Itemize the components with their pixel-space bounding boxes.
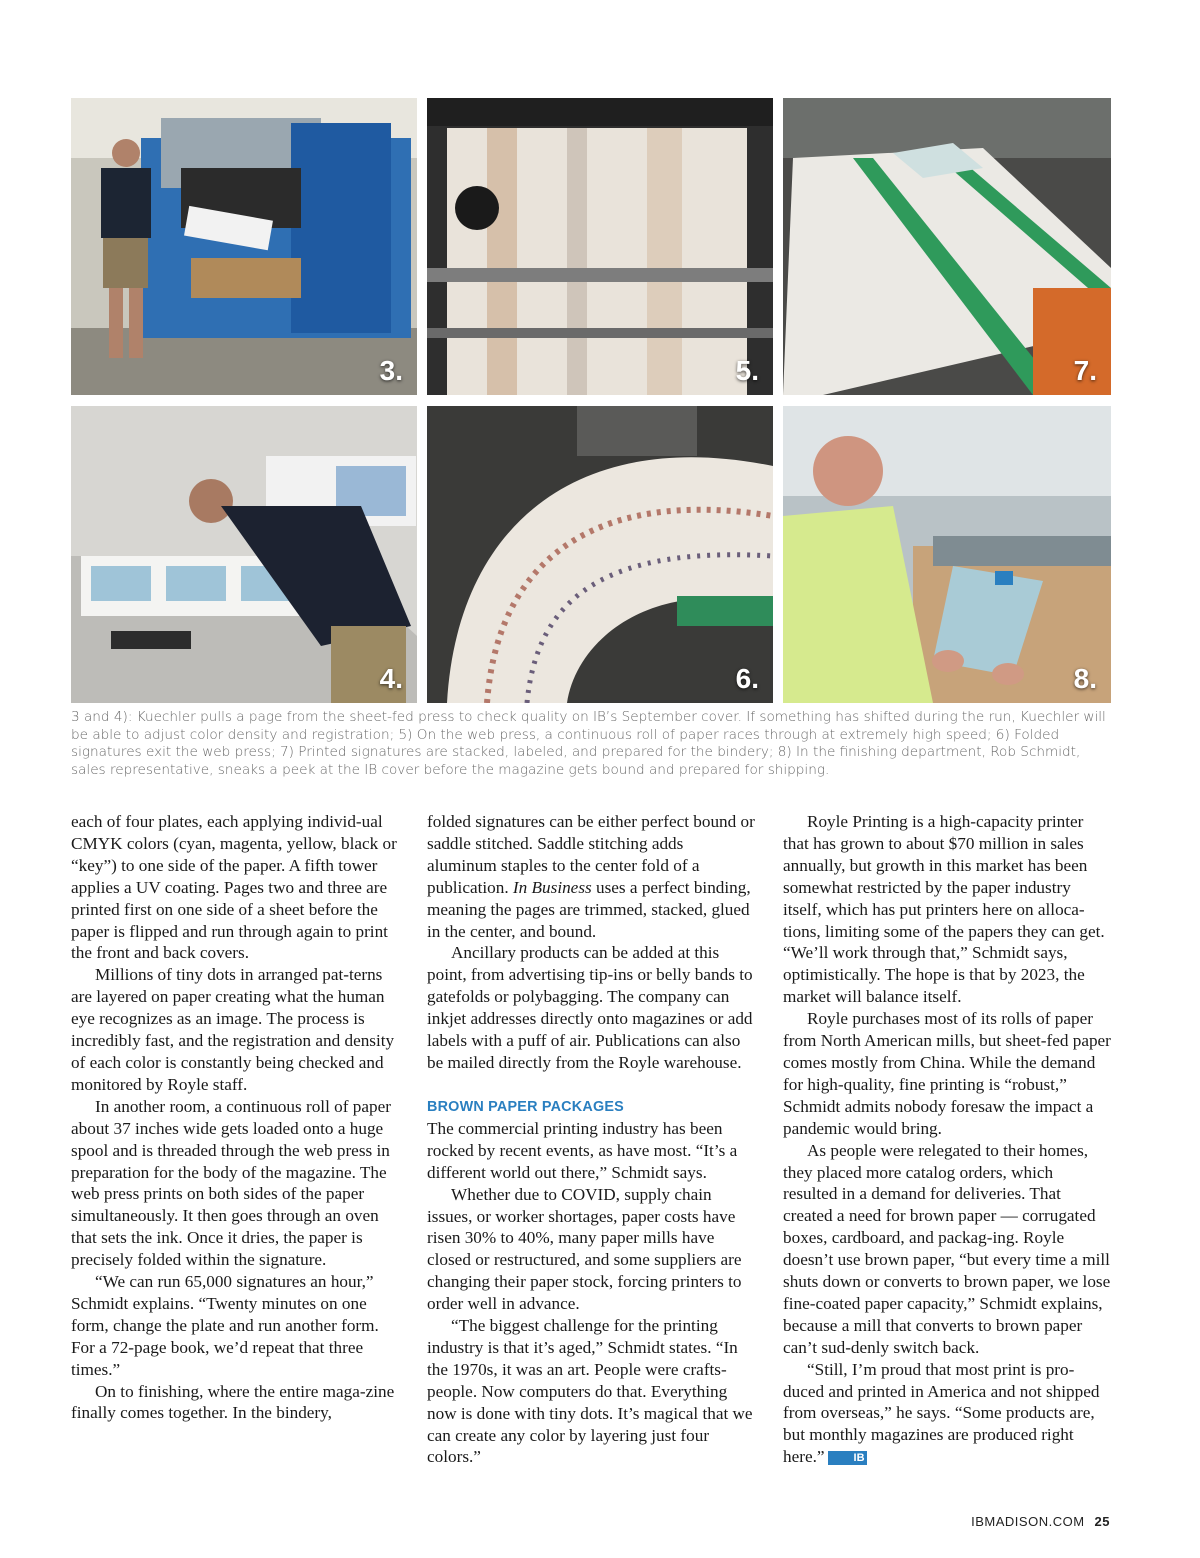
text-run: “Still, I’m proud that most print is pro-duced and printed in America and not shipped from overseas,” he says. “Some products are, but monthly magazines are produced right here.” bbox=[783, 1359, 1100, 1467]
end-mark-icon: IB bbox=[828, 1451, 867, 1465]
section-heading: BROWN PAPER PACKAGES bbox=[427, 1098, 624, 1115]
paragraph: “We can run 65,000 signatures an hour,” Schmidt explains. “Twenty minutes on one form, change the plate and run another form. For a 72-page book, we’d repeat that three times.” bbox=[71, 1272, 379, 1379]
photo-number-5: 5. bbox=[735, 355, 759, 386]
photo-number-6: 6. bbox=[735, 663, 759, 694]
photo-number-7: 7. bbox=[1073, 355, 1097, 386]
paragraph: Ancillary products can be added at this point, from advertising tip-ins or belly bands to gatefolds or polybagging. The company can inkjet addresses directly onto magazines or add labels with a puff of air. Publications can also be mailed directly from the Royle warehouse. bbox=[427, 943, 753, 1072]
paragraph: The commercial printing industry has been rocked by recent events, as have most. “It’s a different world out there,” Schmidt says. bbox=[427, 1118, 738, 1182]
paragraph: Royle Printing is a high-capacity printer that has grown to about $70 million in sales annually, but growth in this market has been somewhat restricted by the paper industry itself, which has put printers here on alloca-tions, limiting some of the papers they can get. “We’ll work through that,” Schmidt says, optimistically. The hope is that by 2023, the market will balance itself. bbox=[783, 812, 1105, 1007]
photo-number-4: 4. bbox=[379, 663, 403, 694]
photo-inspecting-sheets bbox=[71, 406, 417, 703]
page-footer bbox=[971, 1514, 1110, 1529]
paragraph: each of four plates, each applying individ-ual CMYK colors (cyan, magenta, yellow, black or “key”) to one side of the paper. A fifth tower applies a UV coating. Pages two and three are printed first on one side of a sheet before the paper is flipped and run through again to print the front and back covers. bbox=[71, 812, 397, 963]
photo-web-press-roll bbox=[427, 98, 773, 395]
photo-number-8: 8. bbox=[1073, 663, 1097, 694]
paragraph: Whether due to COVID, supply chain issues, or worker shortages, paper costs have risen 30% to 40%, many paper mills have closed or restructured, and some suppliers are changing their paper stock, forcing printers to order well in advance. bbox=[427, 1184, 742, 1314]
text-run: uses a perfect binding, meaning the pages are trimmed, stacked, glued in the center, and bound. bbox=[427, 877, 751, 941]
photo-stacked-signatures bbox=[783, 98, 1111, 395]
text-run: folded signatures can be either perfect bound or saddle stitched. Saddle stitching adds aluminum staples to the center fold of a publication. bbox=[427, 812, 755, 897]
spacer bbox=[427, 1074, 755, 1096]
page-number: 25 bbox=[1094, 1514, 1110, 1529]
photo-sheet-fed-press bbox=[71, 98, 417, 395]
photo-caption: 3 and 4): Kuechler pulls a page from the sheet-fed press to check quality on IB’s September cover. If something has shifted during the run, Kuechler will be able to adjust color density and registration; 5) On the web press, a continuous roll of paper races through at extremely high speed; 6) Folded signatures exit the web press; 7) Printed signatures are stacked, labeled, and prepared for the bindery; 8) In the finishing department, Rob Schmidt, sales representative, sneaks a peek at the IB cover before the magazine gets bound and prepared for shipping. bbox=[71, 709, 1106, 778]
paragraph: Millions of tiny dots in arranged pat-terns are layered on paper creating what the human eye recognizes as an image. The process is incredibly fast, and the registration and density of each color is constantly being checked and monitored by Royle staff. bbox=[71, 965, 395, 1094]
photo-number-3: 3. bbox=[379, 355, 403, 386]
publication-title: In Business bbox=[512, 877, 592, 897]
site-url: IBMADISON.COM bbox=[971, 1514, 1085, 1529]
paragraph: As people were relegated to their homes, they placed more catalog orders, which resulted in a demand for deliveries. That created a need for brown paper — corrugated boxes, cardboard, and packag-ing. Royle doesn’t use brown paper, “but every time a mill shuts down or converts to brown paper, we lose fine-coated paper capacity,” Schmidt explains, because a mill that converts to brown paper can’t sud-denly switch back. bbox=[783, 1140, 1111, 1357]
paragraph bbox=[427, 811, 755, 942]
paragraph: Royle purchases most of its rolls of paper from North American mills, but sheet-fed paper comes mostly from China. While the demand for high-quality, fine printing is “robust,” Schmidt admits nobody foresaw the impact a pandemic would bring. bbox=[783, 1009, 1111, 1138]
column-1 bbox=[71, 811, 399, 1424]
column-3 bbox=[783, 811, 1111, 1468]
paragraph: In another room, a continuous roll of paper about 37 inches wide gets loaded onto a huge spool and is threaded through the web press in preparation for the body of the magazine. The web press prints on both sides of the paper simultaneously. It then goes through an oven that sets the ink. Once it dries, the paper is precisely folded within the signature. bbox=[71, 1096, 391, 1270]
paragraph: “The biggest challenge for the printing industry is that it’s aged,” Schmidt states. “In the 1970s, it was an art. People were crafts-people. Now computers do that. Everything now is done with tiny dots. It’s magical that we can create any color by layering just four colors.” bbox=[427, 1316, 753, 1467]
column-2 bbox=[427, 811, 755, 1468]
photo-folded-signatures bbox=[427, 406, 773, 703]
paragraph bbox=[783, 1359, 1111, 1469]
paragraph: On to finishing, where the entire maga-zine finally comes together. In the bindery, bbox=[71, 1381, 395, 1423]
photo-reading-cover bbox=[783, 406, 1111, 703]
